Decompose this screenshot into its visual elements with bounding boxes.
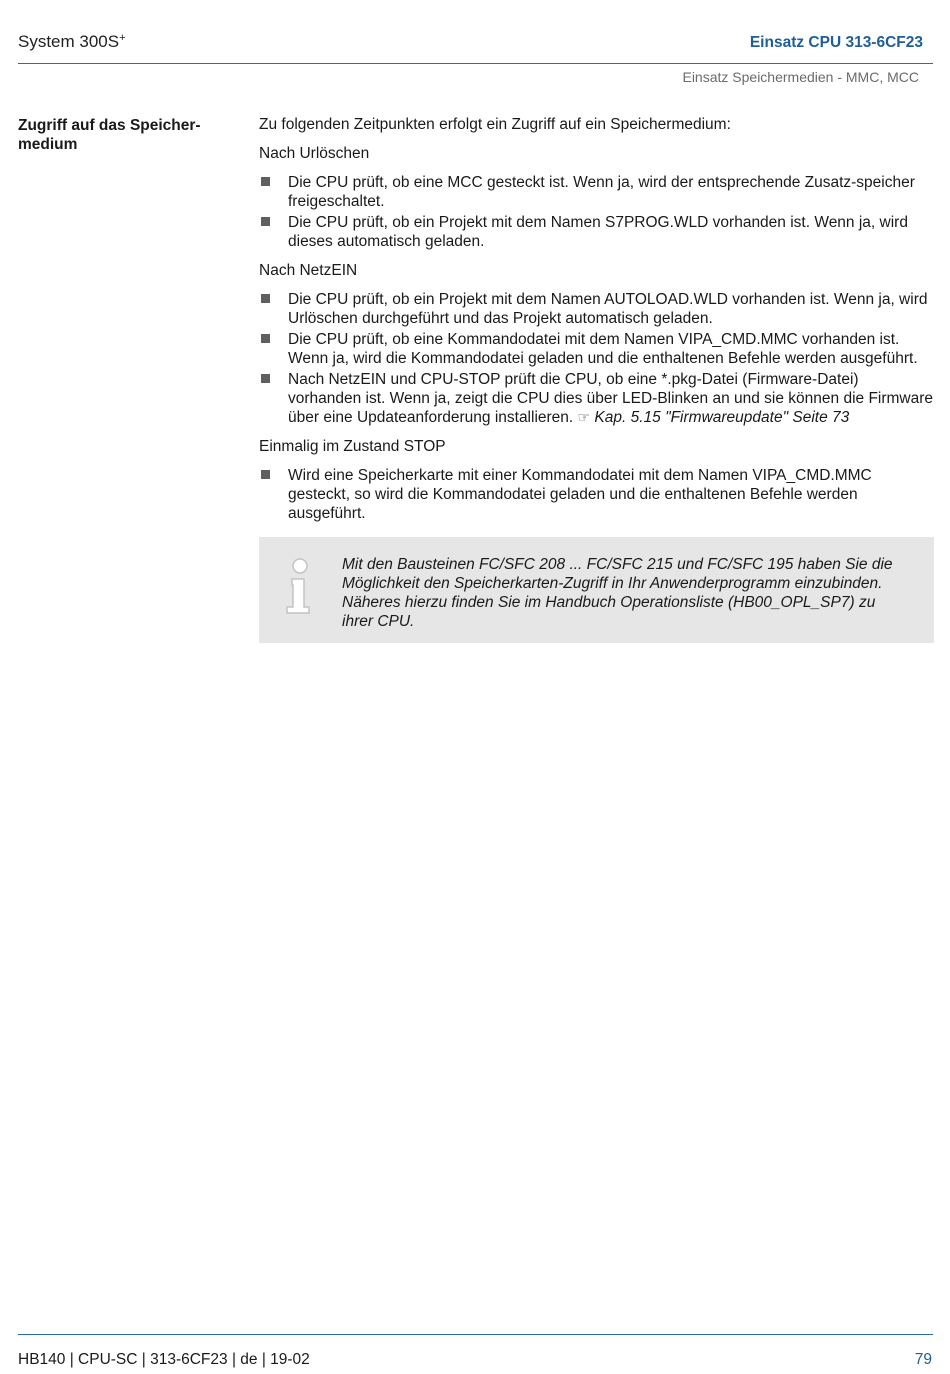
page-number: 79 bbox=[914, 1351, 932, 1368]
system-title-superscript: + bbox=[119, 32, 126, 44]
square-bullet-icon bbox=[261, 177, 270, 186]
list-item-text: Die CPU prüft, ob eine MCC gesteckt ist. Wenn ja, wird der entsprechende Zusatz-speicher freigeschaltet. bbox=[288, 174, 915, 210]
side-heading: Zugriff auf das Speicher- medium bbox=[18, 117, 201, 153]
group-heading-stop: Einmalig im Zustand STOP bbox=[259, 438, 446, 455]
main-content bbox=[259, 115, 934, 643]
cross-reference-link[interactable]: Kap. 5.15 "Firmwareupdate" Seite 73 bbox=[594, 409, 850, 426]
square-bullet-icon bbox=[261, 217, 270, 226]
footer-divider bbox=[18, 1334, 933, 1335]
square-bullet-icon bbox=[261, 334, 270, 343]
list-stop bbox=[259, 466, 934, 523]
square-bullet-icon bbox=[261, 374, 270, 383]
list-urloeschen bbox=[259, 173, 934, 251]
list-item-text: Die CPU prüft, ob ein Projekt mit dem Namen S7PROG.WLD vorhanden ist. Wenn ja, wird dieses automatisch geladen. bbox=[288, 214, 908, 250]
square-bullet-icon bbox=[261, 294, 270, 303]
list-netzein bbox=[259, 290, 934, 427]
system-title-text: System 300S bbox=[18, 32, 120, 51]
pointing-hand-icon: ☞ bbox=[577, 409, 591, 425]
header-system-title bbox=[18, 32, 126, 52]
square-bullet-icon bbox=[261, 470, 270, 479]
section-subtitle: Einsatz Speichermedien - MMC, MCC bbox=[682, 69, 919, 85]
group-heading-urloeschen: Nach Urlöschen bbox=[259, 145, 370, 162]
list-item-text: Wird eine Speicherkarte mit einer Kommandodatei mit dem Namen VIPA_CMD.MMC gesteckt, so wird die Kommandodatei geladen und die enthaltenen Befehle werden ausgeführt. bbox=[288, 467, 872, 522]
footer-document-id: HB140 | CPU-SC | 313-6CF23 | de | 19-02 bbox=[18, 1351, 310, 1368]
list-item bbox=[259, 290, 934, 328]
info-note-box bbox=[259, 537, 934, 643]
list-item bbox=[259, 370, 934, 427]
list-item bbox=[259, 213, 934, 251]
list-item-text: Die CPU prüft, ob ein Projekt mit dem Namen AUTOLOAD.WLD vorhanden ist. Wenn ja, wird Urlöschen durchgeführt und das Projekt automatisch geladen. bbox=[288, 291, 928, 327]
info-icon bbox=[283, 557, 317, 615]
header-divider bbox=[18, 63, 933, 64]
list-item-text: Die CPU prüft, ob eine Kommandodatei mit dem Namen VIPA_CMD.MMC vorhanden ist. Wenn ja, wird die Kommandodatei geladen und die enthaltenen Befehle werden ausgeführt. bbox=[288, 331, 918, 367]
list-item bbox=[259, 466, 934, 523]
list-item bbox=[259, 330, 934, 368]
intro-paragraph: Zu folgenden Zeitpunkten erfolgt ein Zugriff auf ein Speichermedium: bbox=[259, 116, 731, 133]
chapter-title: Einsatz CPU 313-6CF23 bbox=[749, 34, 923, 51]
list-item-text: Nach NetzEIN und CPU-STOP prüft die CPU, ob eine *.pkg-Datei (Firmware-Datei) vorhanden ist. Wenn ja, zeigt die CPU dies über LED-Blinken an und sie können die Firmware über eine Updateanforderung installieren. bbox=[288, 371, 934, 426]
note-text: Mit den Bausteinen FC/SFC 208 ... FC/SFC 215 und FC/SFC 195 haben Sie die Möglichkeit den Speicherkarten-Zugriff in Ihr Anwenderprogramm einzubinden. Näheres hierzu finden Sie im Handbuch Operationsliste (HB00_OPL_SP7) zu ihrer CPU. bbox=[342, 556, 893, 630]
list-item bbox=[259, 173, 934, 211]
group-heading-netzein: Nach NetzEIN bbox=[259, 262, 358, 279]
